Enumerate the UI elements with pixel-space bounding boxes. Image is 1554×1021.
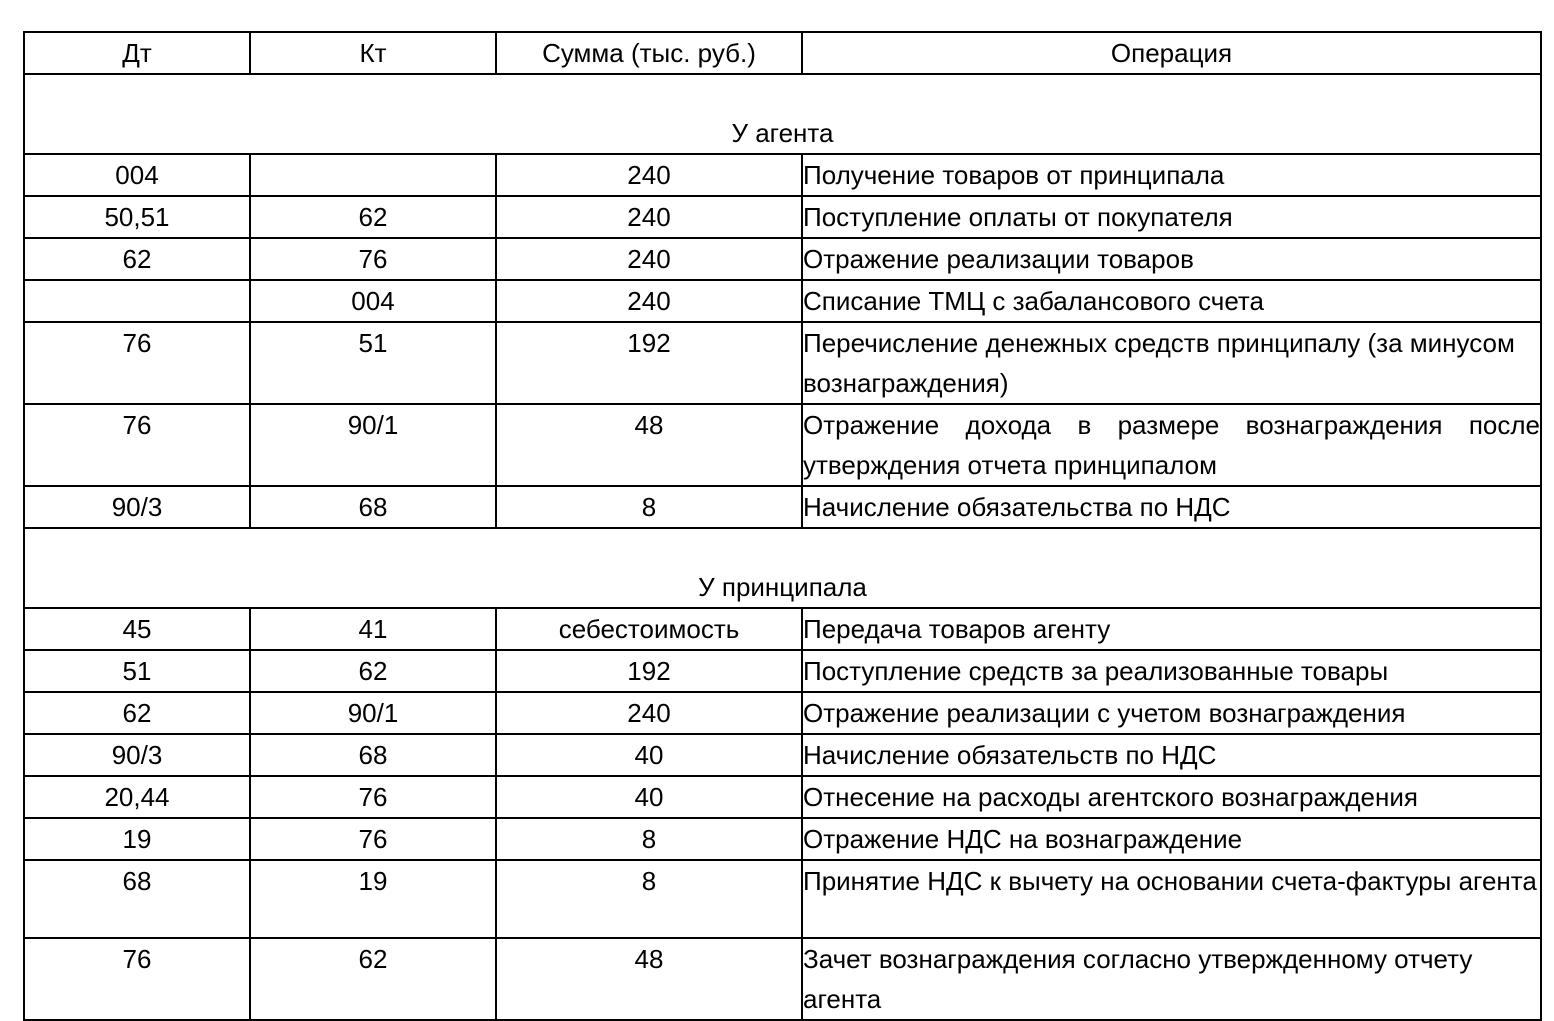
cell-credit: 51 bbox=[250, 322, 496, 404]
cell-debit: 45 bbox=[24, 608, 250, 650]
cell-credit: 76 bbox=[250, 818, 496, 860]
cell-amount: 40 bbox=[496, 776, 802, 818]
header-debit: Дт bbox=[24, 32, 250, 74]
cell-amount: 8 bbox=[496, 860, 802, 938]
cell-debit: 90/3 bbox=[24, 486, 250, 528]
cell-credit: 19 bbox=[250, 860, 496, 938]
section-title: У агента bbox=[24, 74, 1541, 154]
cell-credit bbox=[250, 154, 496, 196]
table-row bbox=[24, 322, 1541, 404]
table-row bbox=[24, 860, 1541, 938]
cell-operation: Отражение дохода в размере вознаграждения после утверждения отчета принципалом bbox=[802, 404, 1541, 486]
section-row-principal bbox=[24, 528, 1541, 608]
cell-operation: Списание ТМЦ с забалансового счета bbox=[802, 280, 1541, 322]
cell-debit: 90/3 bbox=[24, 734, 250, 776]
cell-credit: 62 bbox=[250, 196, 496, 238]
cell-operation: Отражение НДС на вознаграждение bbox=[802, 818, 1541, 860]
cell-amount: 48 bbox=[496, 404, 802, 486]
table-row bbox=[24, 818, 1541, 860]
cell-credit: 68 bbox=[250, 486, 496, 528]
cell-debit: 76 bbox=[24, 322, 250, 404]
cell-operation: Отражение реализации с учетом вознаграждения bbox=[802, 692, 1541, 734]
cell-debit bbox=[24, 280, 250, 322]
cell-amount: 40 bbox=[496, 734, 802, 776]
cell-amount: 240 bbox=[496, 154, 802, 196]
table-row bbox=[24, 608, 1541, 650]
cell-operation: Начисление обязательства по НДС bbox=[802, 486, 1541, 528]
cell-operation: Зачет вознаграждения согласно утвержденному отчету агента bbox=[802, 938, 1541, 1020]
cell-amount: 240 bbox=[496, 196, 802, 238]
section-title: У принципала bbox=[24, 528, 1541, 608]
header-operation: Операция bbox=[802, 32, 1541, 74]
cell-operation: Передача товаров агенту bbox=[802, 608, 1541, 650]
cell-credit: 62 bbox=[250, 650, 496, 692]
table-row bbox=[24, 938, 1541, 1020]
cell-credit: 004 bbox=[250, 280, 496, 322]
table-row bbox=[24, 238, 1541, 280]
cell-debit: 51 bbox=[24, 650, 250, 692]
cell-amount: 240 bbox=[496, 692, 802, 734]
accounting-entries-table bbox=[23, 31, 1542, 1021]
cell-amount: 240 bbox=[496, 280, 802, 322]
cell-operation: Поступление оплаты от покупателя bbox=[802, 196, 1541, 238]
cell-debit: 19 bbox=[24, 818, 250, 860]
cell-operation: Перечисление денежных средств принципалу (за минусом вознаграждения) bbox=[802, 322, 1541, 404]
table-row bbox=[24, 196, 1541, 238]
table-row bbox=[24, 404, 1541, 486]
cell-debit: 004 bbox=[24, 154, 250, 196]
cell-amount: 48 bbox=[496, 938, 802, 1020]
section-row-agent bbox=[24, 74, 1541, 154]
table-row bbox=[24, 486, 1541, 528]
cell-operation: Получение товаров от принципала bbox=[802, 154, 1541, 196]
cell-credit: 62 bbox=[250, 938, 496, 1020]
cell-debit: 68 bbox=[24, 860, 250, 938]
table-row bbox=[24, 734, 1541, 776]
cell-debit: 76 bbox=[24, 404, 250, 486]
table-row bbox=[24, 154, 1541, 196]
cell-operation: Поступление средств за реализованные товары bbox=[802, 650, 1541, 692]
cell-debit: 62 bbox=[24, 692, 250, 734]
table-row bbox=[24, 692, 1541, 734]
cell-amount: 8 bbox=[496, 818, 802, 860]
cell-operation: Отражение реализации товаров bbox=[802, 238, 1541, 280]
cell-operation: Принятие НДС к вычету на основании счета-фактуры агента bbox=[802, 860, 1541, 938]
header-amount: Сумма (тыс. руб.) bbox=[496, 32, 802, 74]
header-row bbox=[24, 32, 1541, 74]
cell-amount: 240 bbox=[496, 238, 802, 280]
cell-operation: Начисление обязательств по НДС bbox=[802, 734, 1541, 776]
cell-credit: 90/1 bbox=[250, 404, 496, 486]
cell-credit: 41 bbox=[250, 608, 496, 650]
cell-operation: Отнесение на расходы агентского вознаграждения bbox=[802, 776, 1541, 818]
table-row bbox=[24, 650, 1541, 692]
cell-amount: себестоимость bbox=[496, 608, 802, 650]
cell-credit: 68 bbox=[250, 734, 496, 776]
table-row bbox=[24, 280, 1541, 322]
cell-credit: 90/1 bbox=[250, 692, 496, 734]
header-credit: Кт bbox=[250, 32, 496, 74]
cell-debit: 20,44 bbox=[24, 776, 250, 818]
cell-credit: 76 bbox=[250, 238, 496, 280]
cell-amount: 8 bbox=[496, 486, 802, 528]
cell-debit: 50,51 bbox=[24, 196, 250, 238]
cell-amount: 192 bbox=[496, 650, 802, 692]
cell-debit: 62 bbox=[24, 238, 250, 280]
cell-amount: 192 bbox=[496, 322, 802, 404]
cell-credit: 76 bbox=[250, 776, 496, 818]
cell-debit: 76 bbox=[24, 938, 250, 1020]
table-row bbox=[24, 776, 1541, 818]
